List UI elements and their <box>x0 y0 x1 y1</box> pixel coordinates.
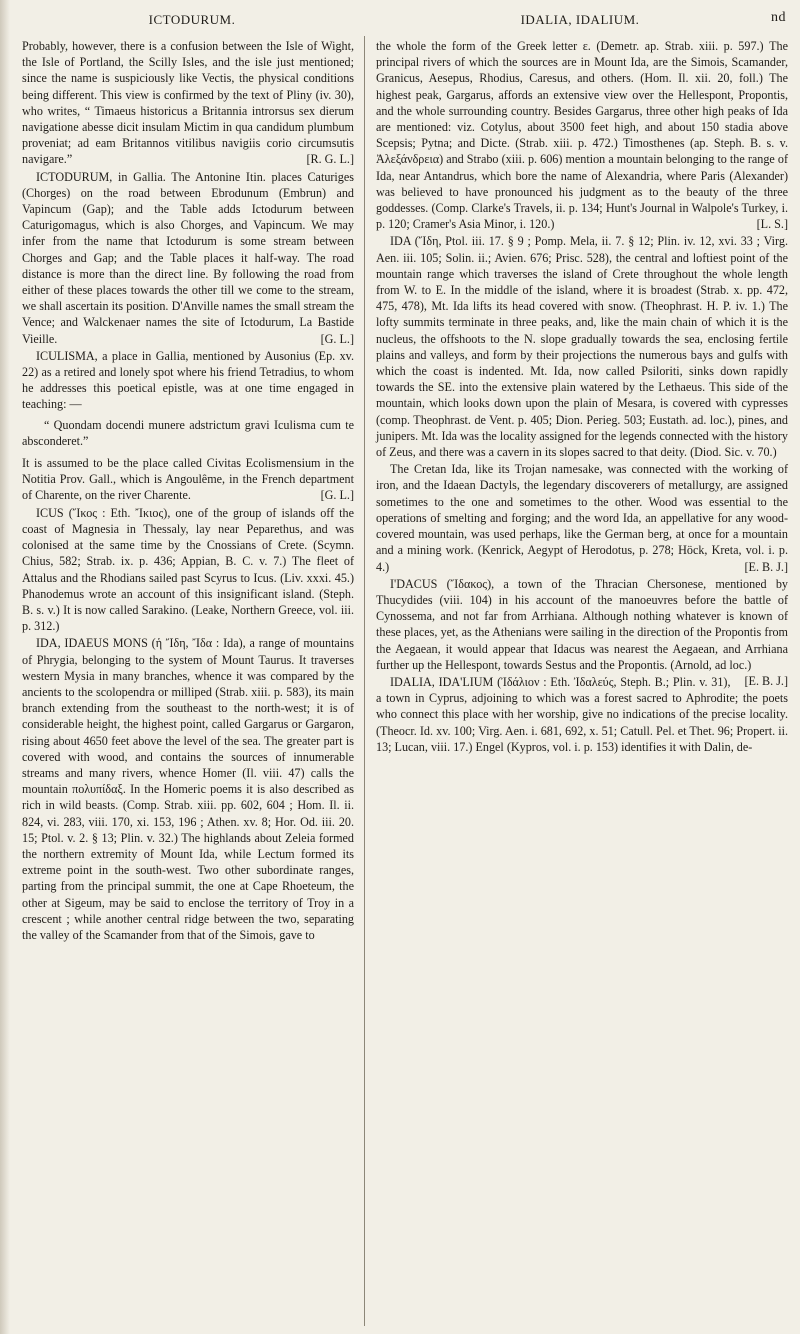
paragraph-text: ICTODURUM, in Gallia. The Antonine Itin. places Caturiges (Chorges) on the road between Ebrodunum (Embrun) and Vapincum (Gap); and the Table adds Ictodurum between Caturigomagus, which is also Chorges, and Vapincum. We may infer from the name that Ictodurum is some stream between Chorges and Gap; and the Table places it half-way. The road distance is more than the direct line. By following the road from either of these places towards the other till we come to the stream, we shall ascertain its position. D'Anville names the small stream the Vence; and Walckenaer names the site of Ictodurum, La Bastide Vieille. <box>22 169 354 346</box>
left-column-paragraph <box>22 417 354 449</box>
paragraph-text: ICUS (Ἴκος : Eth. Ἴκιος), one of the group of islands off the coast of Magnesia in Thessaly, lay near Peparethus, and was colonised at the same time by the Cnossians of Crete. (Scymn. Chius, 582; Strab. ix. p. 436; Appian, B. C. v. 7.) The fleet of Attalus and the Rhodians sailed past Scyrus to Icus. (Liv. xxxi. 45.) Phanodemus wrote an account of this insignificant island. (Steph. B. s. v.) It is now called Sarakino. (Leake, Northern Greece, vol. iii. p. 312.) <box>22 505 354 634</box>
author-signature: [G. L.] <box>320 331 354 346</box>
left-column-paragraph <box>22 635 354 943</box>
right-column-paragraph <box>376 38 788 232</box>
paragraph-text: ICULISMA, a place in Gallia, mentioned by Ausonius (Ep. xv. 22) as a retired and lonely spot where his friend Tetradius, to whom he addresses this poetical epistle, was at one time engaged in teaching: — <box>22 348 354 412</box>
left-column-paragraph <box>22 505 354 635</box>
paragraph-text: It is assumed to be the place called Civitas Ecolismensium in the Notitia Prov. Gall., which is Angoulême, in the French department of Charente, on the river Charente. <box>22 456 354 503</box>
left-column-paragraph <box>22 348 354 413</box>
left-column-paragraph <box>22 38 354 168</box>
paragraph-text: The Cretan Ida, like its Trojan namesake, was connected with the working of iron, and the Idaean Dactyls, the legendary discoverers of metallurgy, are assigned sometimes to the one and sometimes to the other. Wood was essential to the operations of smelting and forging; and the word Ida, an appellative for any wood-covered mountain, was used perhaps, like the German berg, at once for a mountain and a mining work. (Kenrick, Aegypt of Herodotus, p. 278; Höck, Kreta, vol. i. p. 4.) <box>376 462 788 574</box>
paragraph-text: I'DACUS (Ἴδακος), a town of the Thracian Chersonese, mentioned by Thucydides (viii. 104) in his account of the manoeuvres before the battle of Cynossema, and not far from Arrhiana. Although nothing whatever is known of these places, yet, as the Athenians were sailing in the direction of the Propontis from the Aegaean, it would appear that Idacus was nearest the Aegaean, and Arrhiana further up the Hellespont, towards Sestus and the Propontis. (Arnold, ad loc.) <box>376 576 788 672</box>
author-signature: [G. L.] <box>320 488 354 503</box>
column-divider <box>364 36 365 1326</box>
right-column <box>376 38 788 755</box>
header-right-title: IDALIA, IDALIUM. <box>520 12 640 27</box>
author-signature: [R. G. L.] <box>306 152 354 167</box>
header-page-mark: nd <box>771 10 786 25</box>
left-column-paragraph <box>22 169 354 347</box>
author-signature: [E. B. J.] <box>744 559 788 574</box>
right-column-paragraph <box>376 461 788 574</box>
paragraph-text: “ Quondam docendi munere adstrictum gravi Iculisma cum te absconderet.” <box>22 417 354 448</box>
page-gutter-shadow <box>0 0 10 1334</box>
author-signature: [L. S.] <box>756 217 788 232</box>
left-column-paragraph <box>22 455 354 504</box>
paragraph-text: IDA, IDAEUS MONS (ἡ Ἴδη, Ἴδα : Ida), a range of mountains of Phrygia, belonging to the system of Mount Taurus. It traverses western Mysia in many branches, whence it was compared by the ancients to the scolopendra or milliped (Strab. xiii. p. 583), its main branch extending from the southeast to the north-west; it is of considerable height, the highest point, called Gargarus or Gargaron, rising about 4650 feet above the level of the sea. The greater part is covered with wood, and contains the sources of innumerable streams and many rivers, whence Homer (Il. viii. 47) calls the mountain πολυπίδαξ. In the Homeric poems it is also described as rich in wild beasts. (Comp. Strab. xiii. pp. 602, 604 ; Hom. Il. ii. 824, vi. 283, viii. 170, xi. 153, 196 ; Athen. xv. 8; Hor. Od. iii. 20. 15; Ptol. v. 2. § 13; Plin. v. 32.) The highlands about Zeleia formed the northern extremity of Mount Ida, while Lectum formed its extreme point in the south-west. Two other subordinate ranges, parting from the principal summit, the one at Cape Rhoeteum, the other at Sigeum, may be said to enclose the territory of Troy in a crescent ; while another central ridge between the two, separating the valley of the Scamander from that of the Simois, gave to <box>22 636 354 942</box>
paragraph-text: the whole the form of the Greek letter ε. (Demetr. ap. Strab. xiii. p. 597.) The principal rivers of which the sources are in Mount Ida, are the Simois, Scamander, Granicus, Aesepus, Rhodius, Caresus, and others. (Hom. Il. xii. 20, foll.) The highest peak, Gargarus, affords an extensive view over the Hellespont, Propontis, and the whole surrounding country. Besides Gargarus, three other high peaks of Ida are mentioned: viz. Cotylus, about 3500 feet high, and about 150 stadia above Scepsis; Pytna; and Dicte. (Strab. xiii. p. 472.) Timosthenes (ap. Steph. B. s. v. Ἀλεξάνδρεια) and Strabo (xiii. p. 606) mention a mountain belonging to the range of Ida, near Antandrus, which bore the name of Alexandria, where Paris (Alexander) was believed to have pronounced his judgment as to the beauty of the three goddesses. (Comp. Clarke's Travels, ii. p. 134; Hunt's Journal in Walpole's Turkey, i. p. 120; Cramer's Asia Minor, i. 120.) <box>376 39 788 232</box>
header-left-title: ICTODURUM. <box>148 12 236 27</box>
right-column-paragraph <box>376 576 788 688</box>
running-header <box>22 6 792 32</box>
paragraph-text: IDALIA, IDA'LIUM (Ἰδάλιον : Eth. Ἰδαλεύς, Steph. B.; Plin. v. 31), a town in Cyprus, adjoining to which was a forest sacred to Aphrodite; the poets who connect this place with her worship, give no indications of the precise locality. (Theocr. Id. xv. 100; Virg. Aen. i. 681, 692, x. 51; Catull. Pel. et Thet. 96; Propert. ii. 13; Lucan, viii. 17.) Engel (Kypros, vol. i. p. 153) identifies it with Dalin, de- <box>376 674 788 754</box>
paragraph-text: Probably, however, there is a confusion between the Isle of Wight, the Isle of Portland, the Scilly Isles, and the isle just mentioned; since the name is suspiciously like Vectis, the physical conditions being different. This view is confirmed by the text of Pliny (iv. 30), who writes, “ Timaeus historicus a Britannia introrsus sex dierum navigatione abesse dicit insulam Mictim in qua candidum plumbum proveniat; ad eam Britannos vitilibus navigiis corio circumsutis navigare.” <box>22 39 354 167</box>
right-column-paragraph <box>376 674 788 755</box>
right-column-paragraph <box>376 233 788 460</box>
left-column <box>22 38 354 943</box>
paragraph-text: IDA (Ἴδη, Ptol. iii. 17. § 9 ; Pomp. Mela, ii. 7. § 12; Plin. iv. 12, xvi. 33 ; Virg. Aen. iii. 105; Solin. ii.; Avien. 676; Prisc. 528), the central and loftiest point of the mountain range which traverses the island of Crete throughout the whole length from W. to E. In the middle of the island, where it is broadest (Strab. x. pp. 472, 475, 478), Mt. Ida lifts its head covered with snow. (Theophrast. H. P. iv. 1.) The lofty summits terminate in three peaks, and, like the main chain of which it is the nucleus, the offshoots to the N. slope gradually towards the sea, enclosing fertile plains and valleys, and form by their projections the numerous bays and gulfs with which the coast is indented. Mt. Ida, now called Psiloriti, sinks down rapidly towards the SE. into the extensive plain watered by the Lethaeus. This side of the mountain, which looks down upon the plain of Mesara, is covered with cypresses (comp. Theophrast. de Vent. p. 405; Dion. Perieg. 503; Eustath. ad. loc.), pines, and junipers. Mt. Ida was the locality assigned for the legends connected with the history of Zeus, and there was a cavern in its slopes sacred to that deity. (Diod. Sic. v. 70.) <box>376 234 788 460</box>
author-signature: [E. B. J.] <box>744 673 788 688</box>
